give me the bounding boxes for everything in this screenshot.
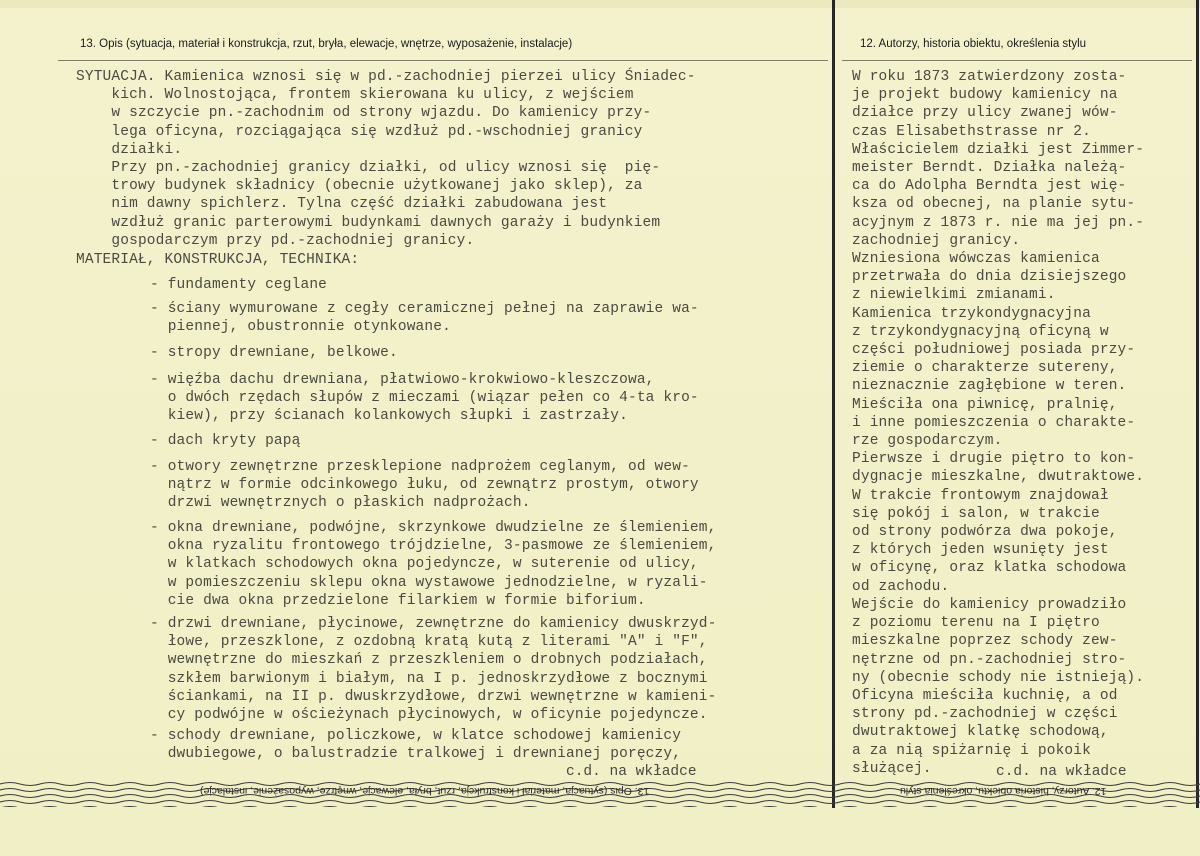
right-border bbox=[1196, 0, 1199, 808]
list-item: - schody drewniane, policzkowe, w klatce schodowej kamienicy dwubiegowe, o balustradzie tralkowej i drewnianej poręczy, bbox=[150, 728, 682, 763]
list-item: - fundamenty ceglane bbox=[150, 277, 328, 293]
list-item: - ściany wymurowane z cegły ceramicznej pełnej na zaprawie wa- piennej, obustronnie otynkowane. bbox=[150, 301, 699, 336]
list-item: - stropy drewniane, belkowe. bbox=[150, 345, 398, 361]
left-header: 13. Opis (sytuacja, materiał i konstrukcja, rzut, bryła, elewacje, wnętrze, wyposażenie, instalacje) bbox=[80, 38, 573, 50]
bottom-margin bbox=[0, 808, 1200, 856]
column-divider bbox=[832, 0, 835, 808]
right-header: 12. Autorzy, historia obiektu, określenia stylu bbox=[860, 38, 1087, 50]
history-text: W roku 1873 zatwierdzony zosta- je projekt budowy kamienicy na działce przy ulicy zwanej wów- czas Elisabethstrasse nr 2. Właścicielem działki jest Zimmer- meister Berndt. Działka należą- ca do Adolpha Berndta jest wię- ksza od obecnej, na planie sytu- acyjnym z 1873 r. nie ma jej pn.- zachodniej granicy. Wzniesiona wówczas kamienica przetrwała do dnia dzisiejszego z niewielkimi zmianami. Kamienica trzykondygnacyjna z trzykondygnacyjną oficyną w części południowej posiada przy- ziemie o charakterze sutereny, nieznacznie zagłębione w teren. Mieściła ona piwnicę, pralnię, i inne pomieszczenia o charakte- rze gospodarczym. Pierwsze i drugie piętro to kon- dygnacje mieszkalne, dwutraktowe. W trakcie frontowym znajdował się pokój i salon, w trakcie od strony podwórza dwa pokoje, z których jeden wsunięty jest w oficynę, oraz klatka schodowa od zachodu. Wejście do kamienicy prowadziło z poziomu terenu na I piętro mieszkalne poprzez schody zew- nętrzne od pn.-zachodniej stro- ny (obecnie schody nie istnieją). Oficyna mieściła kuchnię, a od strony pd.-zachodniej w części dwutraktowej klatkę schodową, a za nią spiżarnię i pokoik służącej. bbox=[852, 69, 1145, 777]
situation-text: SYTUACJA. Kamienica wznosi się w pd.-zachodniej pierzei ulicy Śniadec- kich. Wolnostojąca, frontem skierowana ku ulicy, z wejściem w szczycie pn.-zachodnim od strony wjazdu. Do kamienicy przy- lega oficyna, rozciągająca się wzdłuż pd.-wschodniej granicy działki. Przy pn.-zachodniej granicy działki, od ulicy wznosi się pię- trowy budynek składnicy (obecnie użytkowanej jako sklep), za nim dawny spichlerz. Tylna część działki zabudowana jest wzdłuż granic parterowymi budynkami dawnych garaży i budynkiem gospodarczym przy pd.-zachodniej granicy. bbox=[76, 69, 696, 249]
right-mirrored-header: 12. Autorzy, historia obiektu, określenia stylu bbox=[900, 785, 1107, 797]
left-header-rule bbox=[58, 60, 828, 61]
right-continued-note: c.d. na wkładce bbox=[996, 764, 1127, 780]
list-item: - otwory zewnętrzne przesklepione nadprożem ceglanym, od wew- nątrz w formie odcinkowego łuku, od zewnątrz prostym, otwory drzwi wewnętrznych o płaskich nadprożach. bbox=[150, 459, 699, 512]
material-title: MATERIAŁ, KONSTRUKCJA, TECHNIKA: bbox=[76, 252, 360, 268]
list-item: - drzwi drewniane, płycinowe, zewnętrzne do kamienicy dwuskrzyd- łowe, przeszklone, z ozdobną kratą kutą z literami "A" i "F", wewnętrzne do mieszkań z przeszkleniem o drobnych podziałach, szkłem barwionym i białym, na I p. jednoskrzydłowe z bocznymi ściankami, na II p. dwuskrzydłowe, drzwi wewnętrzne w kamieni- cy podwójne w ościeżynach płycinowych, w oficynie pojedyncze. bbox=[150, 616, 717, 724]
left-mirrored-header: 13. Opis (sytuacja, materiał i konstrukcja, rzut, bryła, elewacje, wnętrze, wyposażenie, instalacje) bbox=[200, 785, 650, 797]
right-header-rule bbox=[842, 60, 1192, 61]
left-continued-note: c.d. na wkładce bbox=[566, 764, 697, 780]
list-item: - okna drewniane, podwójne, skrzynkowe dwudzielne ze ślemieniem, okna ryzalitu frontowego trójdzielne, 3-pasmowe ze ślemieniem, w klatkach schodowych okna pojedyncze, w suterenie od ulicy, w pomieszczeniu sklepu okna wystawowe jednodzielne, w ryzali- cie dwa okna przedzielone filarkiem w formie biforium. bbox=[150, 520, 717, 609]
list-item: - dach kryty papą bbox=[150, 433, 301, 449]
list-item: - więźba dachu drewniana, płatwiowo-krokwiowo-kleszczowa, o dwóch rzędach słupów z mieczami (wiązar pełen co 4-ta kro- kiew), przy ścianach kolankowych słupki i zastrzały. bbox=[150, 372, 699, 425]
top-edge bbox=[0, 0, 1200, 8]
